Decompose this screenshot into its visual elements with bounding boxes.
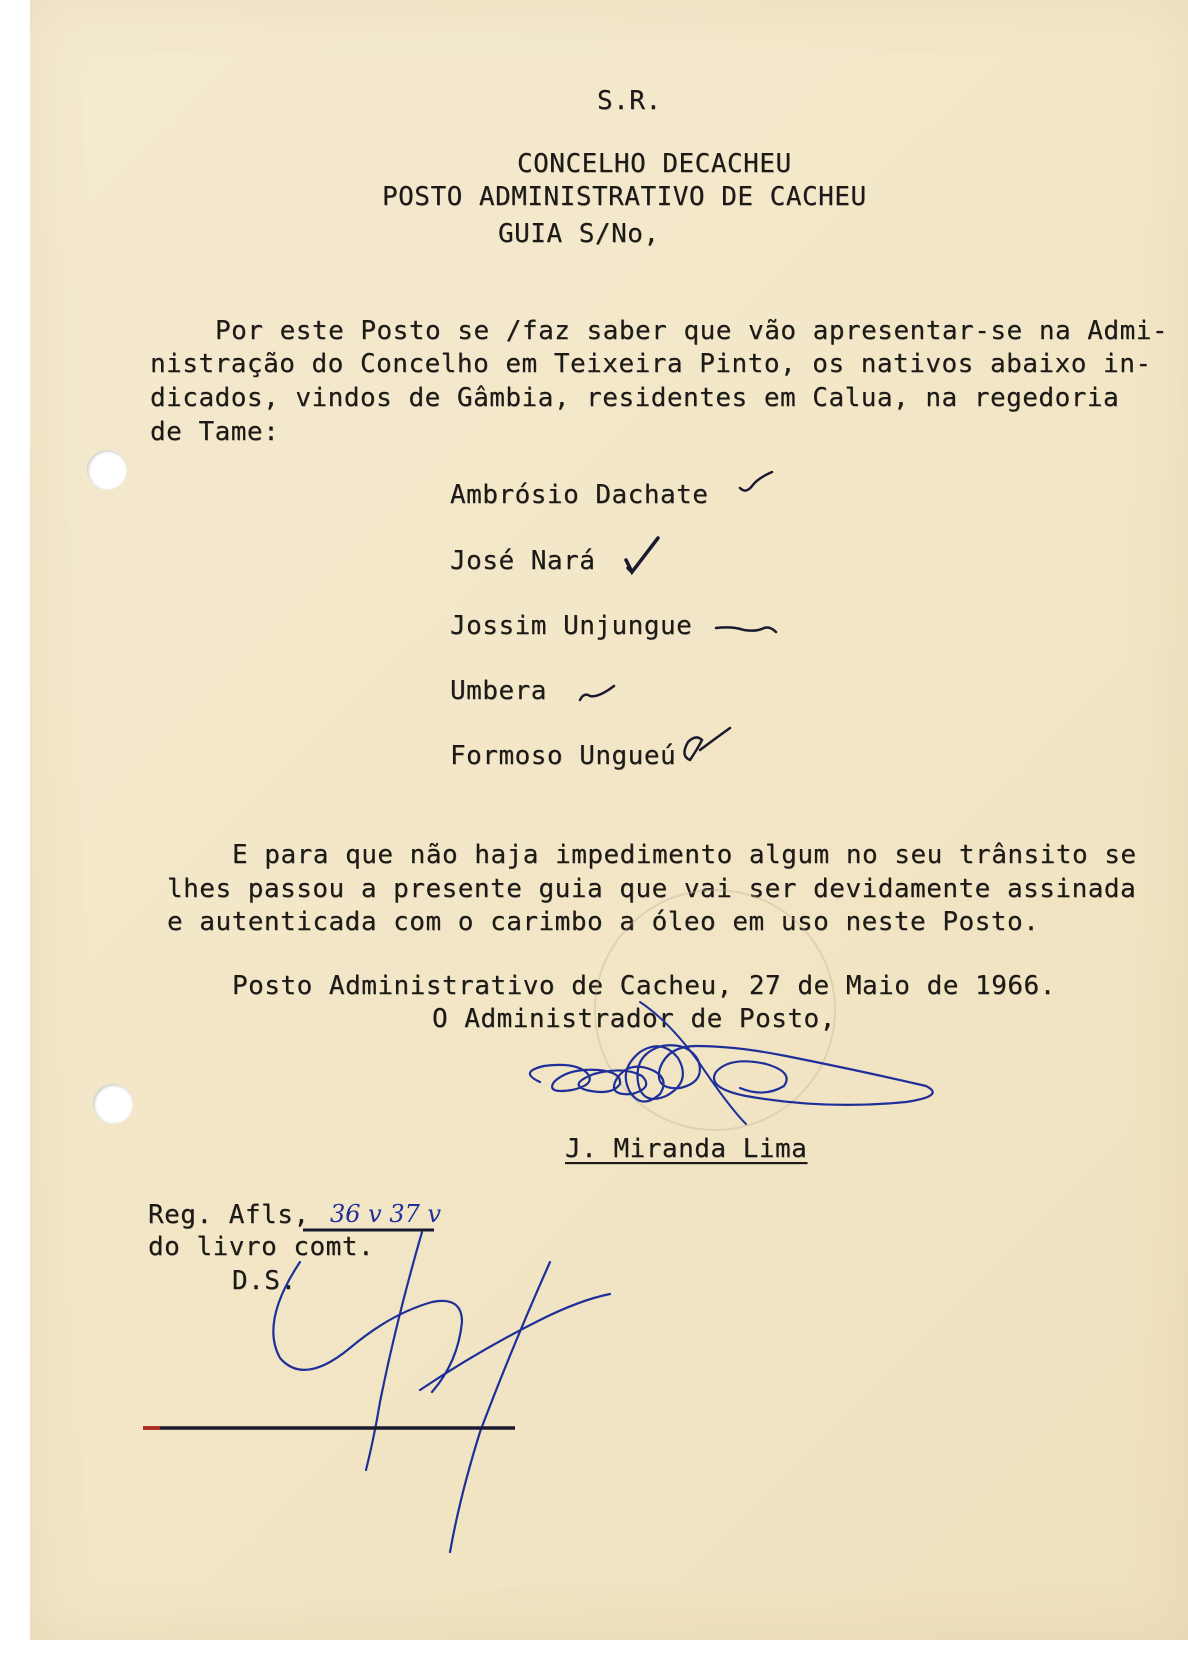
check-mark bbox=[684, 728, 730, 760]
check-mark bbox=[626, 538, 658, 572]
header-initials: S.R. bbox=[597, 86, 662, 116]
folio-handwritten: 36 v 37 v bbox=[330, 1200, 442, 1228]
native-name: Formoso Ungueú bbox=[450, 741, 677, 771]
check-mark bbox=[716, 627, 776, 632]
registry-line3: D.S. bbox=[232, 1266, 297, 1296]
native-name: Ambrósio Dachate bbox=[450, 480, 709, 510]
registry-signature bbox=[273, 1232, 610, 1552]
check-mark bbox=[740, 472, 772, 491]
header-posto: POSTO ADMINISTRATIVO DE CACHEU bbox=[382, 182, 867, 212]
registry-line2: do livro comt. bbox=[148, 1232, 375, 1262]
paragraph1-line4: de Tame: bbox=[150, 417, 280, 447]
place-date: Posto Administrativo de Cacheu, 27 de Maio de 1966. bbox=[232, 971, 1056, 1001]
header-guia: GUIA S/No, bbox=[498, 219, 660, 249]
native-name: Umbera bbox=[450, 676, 547, 706]
registry-line1: Reg. Afls, bbox=[148, 1200, 310, 1230]
native-name: José Nará bbox=[450, 546, 596, 576]
check-mark bbox=[580, 686, 614, 700]
signer-role: O Administrador de Posto, bbox=[432, 1004, 836, 1034]
paragraph2-line3: e autenticada com o carimbo a óleo em uso neste Posto. bbox=[167, 907, 1040, 937]
paragraph2-line2: lhes passou a presente guia que vai ser devidamente assinada bbox=[167, 874, 1137, 904]
paragraph1-line2: nistração do Concelho em Teixeira Pinto, os nativos abaixo in- bbox=[150, 349, 1152, 379]
administrator-signature bbox=[530, 1045, 933, 1105]
paragraph1-line1: Por este Posto se /faz saber que vão apresentar-se na Admi- bbox=[215, 316, 1169, 346]
header-concelho: CONCELHO DECACHEU bbox=[517, 149, 792, 179]
signatory-name: J. Miranda Lima bbox=[565, 1134, 808, 1164]
paragraph1-line3: dicados, vindos de Gâmbia, residentes em Calua, na regedoria bbox=[150, 383, 1120, 413]
native-name: Jossim Unjungue bbox=[450, 611, 693, 641]
paragraph2-line1: E para que não haja impedimento algum no seu trânsito se bbox=[232, 840, 1137, 870]
